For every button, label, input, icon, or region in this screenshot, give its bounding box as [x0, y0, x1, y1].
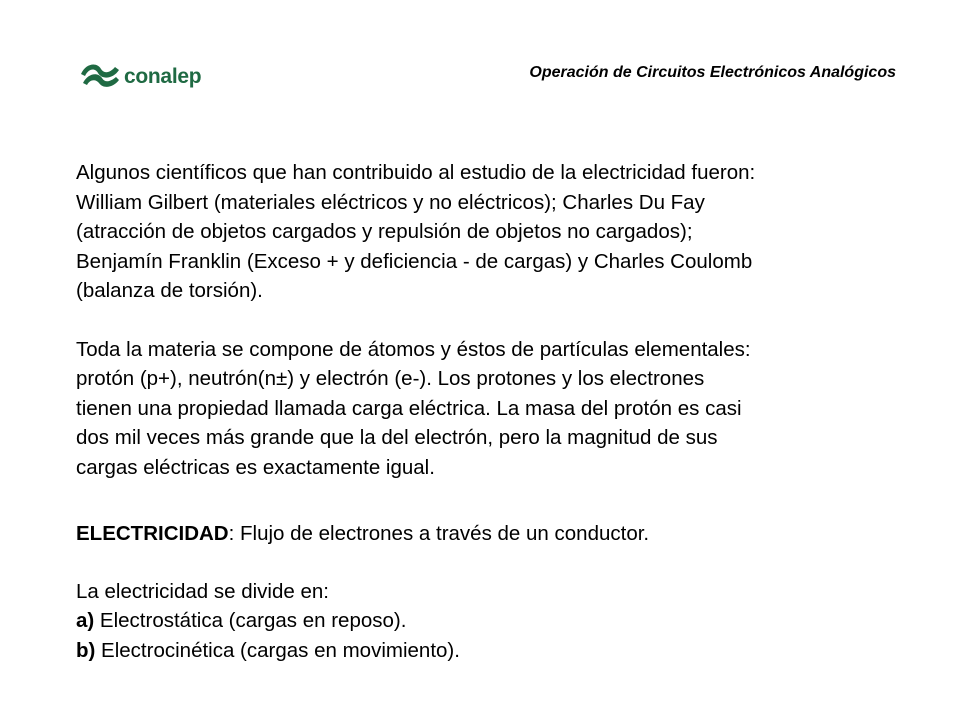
list-item-marker: b)	[76, 638, 96, 662]
conalep-emblem-icon	[78, 58, 122, 90]
paragraph-line: Algunos científicos que han contribuido al estudio de la electricidad fueron:	[76, 161, 756, 184]
paragraph-line: Toda la materia se compone de átomos y éstos de partículas elementales:	[76, 337, 751, 361]
paragraph-line: cargas eléctricas es exactamente igual.	[76, 455, 435, 479]
electricity-definition	[76, 519, 876, 549]
logo-text: conalep	[124, 65, 202, 88]
slide-content	[76, 158, 876, 665]
electricity-division	[76, 577, 876, 666]
division-intro: La electricidad se divide en:	[76, 579, 329, 603]
list-item-marker: a)	[76, 609, 95, 632]
paragraph-line: Benjamín Franklin (Exceso + y deficiencia - de cargas) y Charles Coulomb	[76, 249, 753, 273]
list-item-text: Electrocinética (cargas en movimiento).	[95, 638, 460, 662]
scientists-paragraph	[76, 158, 876, 306]
matter-paragraph	[76, 335, 876, 483]
paragraph-line: (balanza de torsión).	[76, 279, 263, 302]
paragraph-line: (atracción de objetos cargados y repulsión de objetos no cargados);	[76, 220, 693, 243]
paragraph-line: dos mil veces más grande que la del electrón, pero la magnitud de sus	[76, 426, 718, 449]
paragraph-line: William Gilbert (materiales eléctricos y no eléctricos); Charles Du Fay	[76, 190, 705, 214]
paragraph-line: tienen una propiedad llamada carga eléctrica. La masa del protón es casi	[76, 396, 742, 420]
page-header-title: Operación de Circuitos Electrónicos Analógicos	[529, 64, 896, 81]
paragraph-line: protón (p+), neutrón(n±) y electrón (e-). Los protones y los electrones	[76, 367, 705, 390]
definition-text: : Flujo de electrones a través de un conductor.	[228, 522, 650, 545]
definition-term: ELECTRICIDAD	[76, 522, 229, 545]
list-item-text: Electrostática (cargas en reposo).	[94, 609, 407, 632]
conalep-logo	[78, 58, 201, 90]
